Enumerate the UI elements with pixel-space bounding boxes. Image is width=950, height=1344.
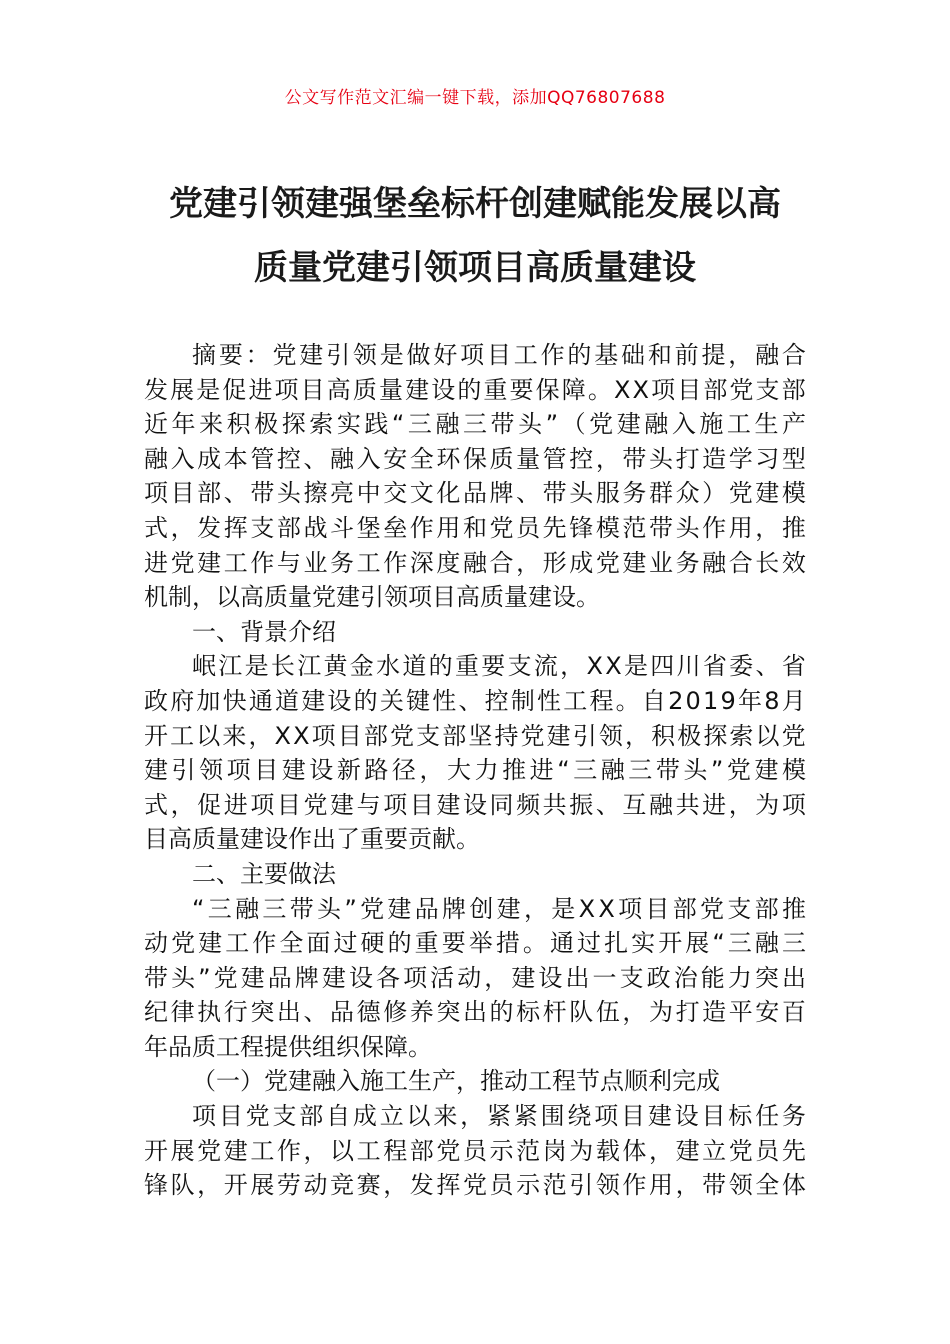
- abstract-paragraph-line: 融 入 成 本 管 控 、 融 入 安 全 环 保 质 量 管 控 ， 带 头 打 造 学 习 型: [144, 444, 806, 473]
- title-line-2: 质量党建引领项目高质量建设: [254, 248, 696, 288]
- document-title: [0, 172, 950, 300]
- practices-paragraph-line: 纪 律 执 行 突 出 、 品 德 修 养 突 出 的 标 杆 队 伍 ， 为 打 造 平 安 百: [144, 998, 806, 1027]
- subsection-paragraph-line: 开 展 党 建 工 作 ， 以 工 程 部 党 员 示 范 岗 为 载 体 ， 建 立 党 员 先: [144, 1136, 806, 1165]
- download-promo-note: 公文写作范文汇编一键下载，添加QQ76807688: [284, 88, 666, 108]
- background-paragraph-line: 岷 江 是 长 江 黄 金 水 道 的 重 要 支 流 ， X X 是 四 川 省 委 、 省: [192, 652, 806, 681]
- document-body: [144, 338, 806, 1203]
- background-paragraph-line: 开 工 以 来 ， X X 项 目 部 党 支 部 坚 持 党 建 引 领 ， 积 极 探 索 以 党: [144, 721, 806, 750]
- abstract-paragraph-line: 机制，以高质量党建引领项目高质量建设。: [144, 583, 600, 612]
- abstract-paragraph-line: 摘 要 ： 党 建 引 领 是 做 好 项 目 工 作 的 基 础 和 前 提 ， 融 合: [192, 341, 806, 369]
- practices-paragraph-line: 年品质工程提供组织保障。: [144, 1032, 432, 1061]
- abstract-paragraph-line: 进 党 建 工 作 与 业 务 工 作 深 度 融 合 ， 形 成 党 建 业 务 融 合 长 效: [144, 548, 806, 577]
- abstract-paragraph-line: 发 展 是 促 进 项 目 高 质 量 建 设 的 重 要 保 障 。 X X 项 目 部 党 支 部: [144, 375, 806, 404]
- subsection-paragraph-line: 项 目 党 支 部 自 成 立 以 来 ， 紧 紧 围 绕 项 目 建 设 目 标 任 务: [192, 1102, 806, 1131]
- background-paragraph-line: 式 ， 促 进 项 目 党 建 与 项 目 建 设 同 频 共 振 、 互 融 共 进 ， 为 项: [144, 790, 806, 819]
- practices-paragraph-line: 带 头 ” 党 建 品 牌 建 设 各 项 活 动 ， 建 设 出 一 支 政 治 能 力 突 出: [144, 963, 806, 992]
- section-heading-background: 一、背景介绍: [192, 617, 336, 646]
- background-paragraph-line: 目高质量建设作出了重要贡献。: [144, 825, 480, 854]
- subsection-paragraph-line: 锋 队 ， 开 展 劳 动 竞 赛 ， 发 挥 党 员 示 范 引 领 作 用 ， 带 领 全 体: [144, 1171, 806, 1200]
- section-heading-main-practices: 二、主要做法: [192, 859, 336, 888]
- practices-paragraph-line: 动 党 建 工 作 全 面 过 硬 的 重 要 举 措 。 通 过 扎 实 开 展 “ 三 融 三: [144, 929, 806, 958]
- title-line-1: 党建引领建强堡垒标杆创建赋能发展以高: [169, 184, 781, 224]
- practices-paragraph-line: “ 三 融 三 带 头 ” 党 建 品 牌 创 建 ， 是 X X 项 目 部 党 支 部 推: [192, 894, 806, 923]
- subsection-heading-1: （一）党建融入施工生产，推动工程节点顺利完成: [192, 1067, 720, 1096]
- abstract-paragraph-line: 近 年 来 积 极 探 索 实 践 “ 三 融 三 带 头 ” （ 党 建 融 入 施 工 生 产: [144, 410, 806, 439]
- abstract-paragraph-line: 项 目 部 、 带 头 擦 亮 中 交 文 化 品 牌 、 带 头 服 务 群 众 ） 党 建 模: [144, 479, 806, 508]
- background-paragraph-line: 政 府 加 快 通 道 建 设 的 关 键 性 、 控 制 性 工 程 。 自 2 0 1 9 年 8 月: [144, 686, 806, 715]
- abstract-paragraph-line: 式 ， 发 挥 支 部 战 斗 堡 垒 作 用 和 党 员 先 锋 模 范 带 头 作 用 ， 推: [144, 513, 806, 542]
- background-paragraph-line: 建 引 领 项 目 建 设 新 路 径 ， 大 力 推 进 “ 三 融 三 带 头 ” 党 建 模: [144, 756, 806, 785]
